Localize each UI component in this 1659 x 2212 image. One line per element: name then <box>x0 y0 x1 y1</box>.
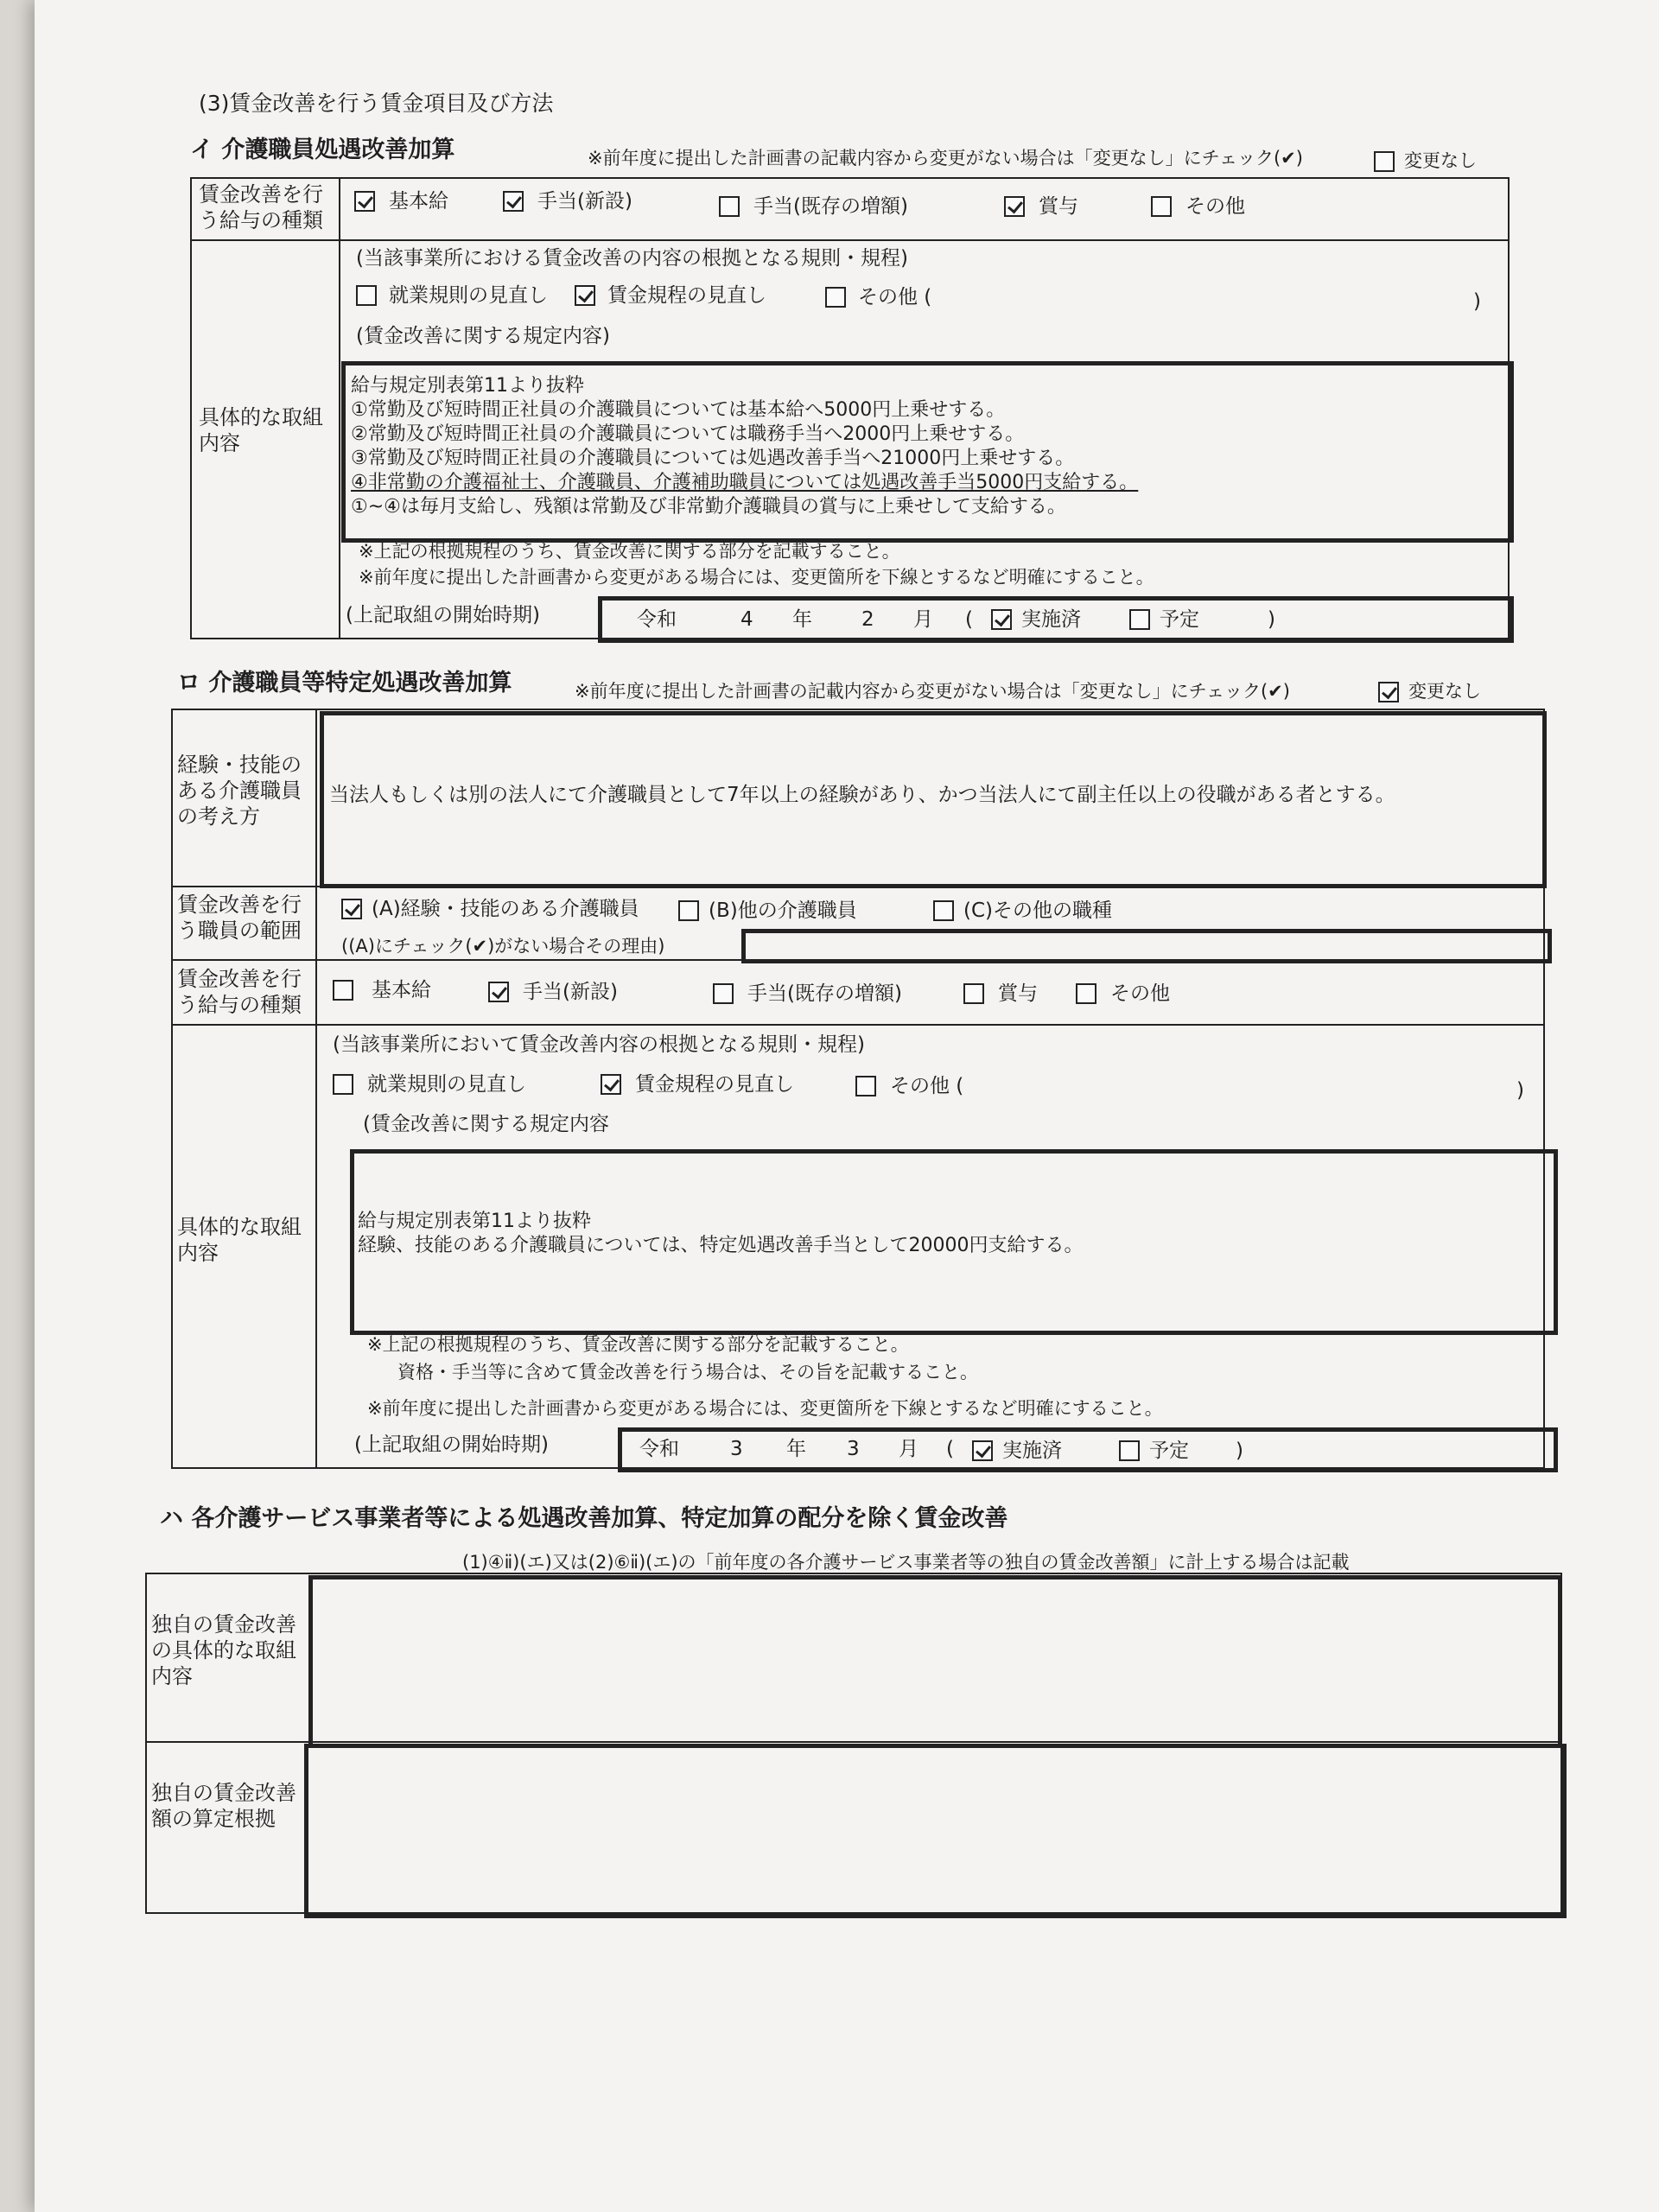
ro-basis-work-rules-label: 就業規則の見直し <box>367 1073 526 1096</box>
section-title: (3)賃金改善を行う賃金項目及び方法 <box>199 91 554 116</box>
scope-b-label: (B)他の介護職員 <box>709 899 857 922</box>
section-ro-footnote-1: 資格・手当等に含めて賃金改善を行う場合は、その旨を記載すること。 <box>397 1362 978 1382</box>
ro-start-done-checkbox[interactable] <box>972 1440 993 1461</box>
section-ro-kind-label: 賃金改善を行う給与の種類 <box>177 967 302 1017</box>
rule-line-1: ①常勤及び短時間正社員の介護職員については基本給へ5000円上乗せする。 <box>351 399 1006 421</box>
start-done-checkbox[interactable] <box>991 609 1012 630</box>
kind-basic-pay-label: 基本給 <box>389 190 448 213</box>
ro-basis-wage-rules-checkbox[interactable] <box>601 1074 621 1095</box>
section-ro-detail-label: 具体的な取組内容 <box>177 1215 302 1265</box>
basis-wage-rules-label: 賃金規程の見直し <box>607 284 766 307</box>
section-i-start-box <box>598 596 1514 643</box>
rule-line-5: ①~④は毎月支給し、残額は常勤及び非常勤介護職員の賞与に上乗せして支給する。 <box>351 496 1066 518</box>
ro-start-month-unit: 月 <box>899 1438 918 1460</box>
section-i-note: ※前年度に提出した計画書の記載内容から変更がない場合は「変更なし」にチェック(✔) <box>588 148 1303 168</box>
ro-start-era: 令和 <box>639 1438 679 1460</box>
document-page <box>35 0 1659 2212</box>
section-ro-footnote-0: ※上記の根拠規程のうち、賃金改善に関する部分を記載すること。 <box>367 1334 909 1355</box>
section-ro-start-label: (上記取組の開始時期) <box>354 1433 549 1456</box>
section-i-heading: イ 介護職員処遇改善加算 <box>190 137 455 163</box>
section-ro-exp-text: 当法人もしくは別の法人にて介護職員として7年以上の経験があり、かつ当法人にて副主任以上の役職がある者とする。 <box>329 784 1395 806</box>
section-ha-row1-input[interactable] <box>308 1575 1562 1748</box>
section-i-rule-heading: (賃金改善に関する規定内容) <box>356 325 610 347</box>
section-ro-no-change-checkbox[interactable] <box>1378 682 1399 702</box>
section-i-footnote-1: ※前年度に提出した計画書から変更がある場合には、変更箇所を下線とするなど明確にすること。 <box>359 567 1154 588</box>
section-i-detail-label: 具体的な取組内容 <box>199 405 323 455</box>
rule-line-0: 給与規定別表第11より抜粋 <box>351 375 584 397</box>
scope-a-label: (A)経験・技能のある介護職員 <box>372 898 639 920</box>
ro-basis-other-label: その他 ( <box>890 1075 964 1097</box>
ro-kind-bonus-checkbox[interactable] <box>963 983 984 1004</box>
scope-reason-label: ((A)にチェック(✔)がない場合その理由) <box>341 936 665 957</box>
ro-start-close-paren: ) <box>1236 1440 1243 1462</box>
section-ro-rule-heading: (賃金改善に関する規定内容 <box>363 1113 609 1135</box>
section-i-basis-heading: (当該事業所における賃金改善の内容の根拠となる規則・規程) <box>356 247 908 270</box>
scope-c-label: (C)その他の職種 <box>963 899 1113 922</box>
ro-start-done-label: 実施済 <box>1002 1440 1062 1462</box>
basis-other-checkbox[interactable] <box>825 287 846 308</box>
rule-line-3: ③常勤及び短時間正社員の介護職員については処遇改善手当へ21000円上乗せする。 <box>351 448 1075 469</box>
ro-kind-other-label: その他 <box>1110 982 1170 1005</box>
scope-b-checkbox[interactable] <box>678 900 699 921</box>
section-i-footnote-0: ※上記の根拠規程のうち、賃金改善に関する部分を記載すること。 <box>359 541 900 562</box>
section-ha-row2-input[interactable] <box>304 1744 1567 1918</box>
scope-reason-input[interactable] <box>741 929 1552 963</box>
kind-existing-allowance-label: 手当(既存の増額) <box>753 195 908 218</box>
ro-start-year[interactable]: 3 <box>730 1438 743 1460</box>
section-ro-heading: ロ 介護職員等特定処遇改善加算 <box>177 670 512 696</box>
kind-existing-allowance-checkbox[interactable] <box>719 196 740 217</box>
section-ro-footnote-2: ※前年度に提出した計画書から変更がある場合には、変更箇所を下線とするなど明確にすること。 <box>367 1398 1163 1419</box>
ro-basis-wage-rules-label: 賃金規程の見直し <box>635 1073 794 1096</box>
rule-line-2: ②常勤及び短時間正社員の介護職員については職務手当へ2000円上乗せする。 <box>351 423 1025 445</box>
start-month-unit: 月 <box>913 608 933 631</box>
kind-bonus-label: 賞与 <box>1039 195 1078 218</box>
start-year-unit: 年 <box>792 608 812 631</box>
scope-a-checkbox[interactable] <box>341 899 362 919</box>
start-era: 令和 <box>637 608 677 631</box>
ro-start-month[interactable]: 3 <box>847 1438 860 1460</box>
ro-kind-existing-allowance-checkbox[interactable] <box>713 983 734 1004</box>
kind-new-allowance-label: 手当(新設) <box>537 190 632 213</box>
ro-kind-basic-pay-label: 基本給 <box>372 979 431 1001</box>
start-year[interactable]: 4 <box>741 608 753 631</box>
section-i-no-change-checkbox[interactable] <box>1374 151 1395 172</box>
section-ro-no-change-label: 変更なし <box>1408 681 1481 702</box>
ro-basis-work-rules-checkbox[interactable] <box>333 1074 353 1095</box>
ro-start-plan-checkbox[interactable] <box>1119 1440 1140 1461</box>
basis-work-rules-label: 就業規則の見直し <box>389 284 548 307</box>
basis-work-rules-checkbox[interactable] <box>356 285 377 306</box>
section-ha-heading: ハ 各介護サービス事業者等による処遇改善加算、特定加算の配分を除く賃金改善 <box>160 1505 1008 1532</box>
ro-kind-new-allowance-checkbox[interactable] <box>488 982 509 1002</box>
section-ro-exp-label: 経験・技能のある介護職員の考え方 <box>177 753 302 829</box>
ro-kind-new-allowance-label: 手当(新設) <box>523 981 618 1003</box>
start-open-paren: ( <box>965 608 973 631</box>
ro-kind-existing-allowance-label: 手当(既存の増額) <box>747 982 902 1005</box>
start-done-label: 実施済 <box>1021 608 1081 631</box>
kind-other-checkbox[interactable] <box>1151 196 1172 217</box>
section-i-start-label: (上記取組の開始時期) <box>346 604 540 626</box>
start-close-paren: ) <box>1268 608 1275 631</box>
section-i-rule-box[interactable] <box>341 361 1514 543</box>
ro-kind-bonus-label: 賞与 <box>998 982 1038 1005</box>
basis-other-label: その他 ( <box>858 286 932 308</box>
section-ro-rule-box[interactable] <box>350 1149 1558 1335</box>
section-ro-note: ※前年度に提出した計画書の記載内容から変更がない場合は「変更なし」にチェック(✔) <box>575 681 1290 702</box>
section-ha-note: (1)④ⅱ)(エ)又は(2)⑥ⅱ)(エ)の「前年度の各介護サービス事業者等の独自の賃金改善額」に計上する場合は記載 <box>462 1552 1350 1573</box>
ro-kind-other-checkbox[interactable] <box>1076 983 1096 1004</box>
start-plan-checkbox[interactable] <box>1129 609 1150 630</box>
ro-rule-line-1: 経験、技能のある介護職員については、特定処遇改善手当として20000円支給する。 <box>358 1235 1084 1256</box>
scope-c-checkbox[interactable] <box>933 900 954 921</box>
ro-start-open-paren: ( <box>946 1438 954 1460</box>
ro-basis-other-close: ) <box>1516 1079 1524 1102</box>
kind-basic-pay-checkbox[interactable] <box>354 191 375 212</box>
section-ro-scope-label: 賃金改善を行う職員の範囲 <box>177 893 302 943</box>
start-plan-label: 予定 <box>1160 608 1199 631</box>
rule-line-4: ④非常勤の介護福祉士、介護職員、介護補助職員については処遇改善手当5000円支給する。 <box>351 472 1139 493</box>
ro-rule-line-0: 給与規定別表第11より抜粋 <box>358 1211 591 1232</box>
ro-basis-other-checkbox[interactable] <box>855 1076 876 1096</box>
ro-start-year-unit: 年 <box>786 1438 806 1460</box>
section-ro-start-box <box>618 1427 1558 1472</box>
section-ro-basis-heading: (当該事業所において賃金改善内容の根拠となる規則・規程) <box>333 1033 865 1056</box>
basis-wage-rules-checkbox[interactable] <box>575 285 595 306</box>
kind-other-label: その他 <box>1185 195 1245 218</box>
ro-start-plan-label: 予定 <box>1149 1440 1189 1462</box>
section-i-no-change-label: 変更なし <box>1404 150 1477 171</box>
kind-new-allowance-checkbox[interactable] <box>503 191 524 212</box>
basis-other-close: ) <box>1473 290 1481 313</box>
section-ha-row1-label: 独自の賃金改善の具体的な取組内容 <box>151 1612 296 1688</box>
section-i-kind-label: 賃金改善を行う給与の種類 <box>199 182 323 232</box>
ro-kind-basic-pay-checkbox[interactable] <box>333 980 353 1001</box>
start-month[interactable]: 2 <box>861 608 874 631</box>
section-ha-row2-label: 独自の賃金改善額の算定根拠 <box>151 1781 296 1831</box>
kind-bonus-checkbox[interactable] <box>1004 196 1025 217</box>
section-ro-exp-box[interactable] <box>320 711 1547 888</box>
